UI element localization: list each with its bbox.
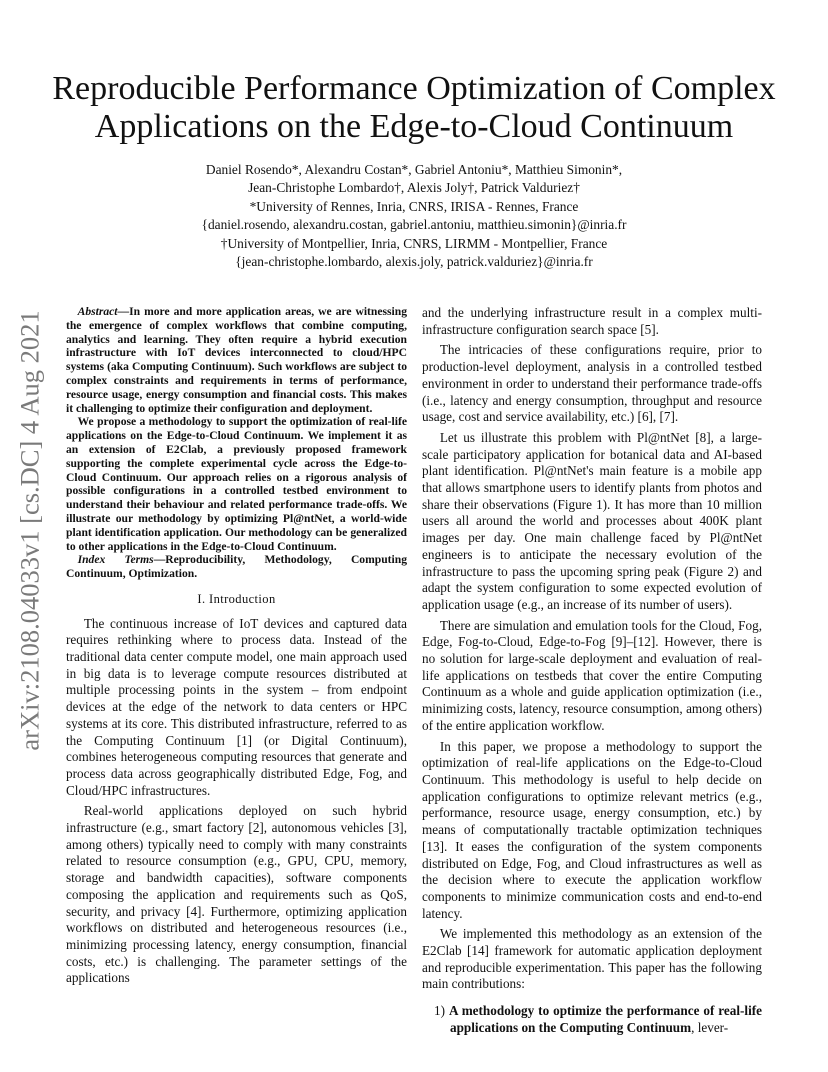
arxiv-side-label xyxy=(8,300,52,760)
index-terms-text: —Reproducibility, Methodology, Computing Continuum, Optimization. xyxy=(66,553,407,581)
contribution-bold: A methodology to optimize the performance of real-life applications on the Computing Continuum xyxy=(448,1003,763,1035)
body-paragraph: There are simulation and emulation tools for the Cloud, Fog, Edge, Fog-to-Cloud, Edge-to-Fog [9]–[12]. However, there is no solution for large-scale deployment and evaluation of real-life applications on testbeds that cover the entire Computing Continuum as a whole and guide application optimization (i.e., minimizing costs, latency, resource consumption, among others) of the entire application workflow. xyxy=(422,617,762,733)
title-line-1: Reproducible Performance Optimization of Complex xyxy=(52,70,776,107)
author-line: Daniel Rosendo*, Alexandru Costan*, Gabriel Antoniu*, Matthieu Simonin*, xyxy=(205,162,623,177)
index-terms xyxy=(66,553,407,581)
body-paragraph: The intricacies of these configurations require, prior to production-level deployment, analysis in a controlled testbed environment in order to understand their performance trade-offs (i.e., latency and energy consumption, throughput and resource usage, cost and service availability, etc.) [6], [7]. xyxy=(422,342,762,425)
contribution-number: 1) xyxy=(434,1003,445,1019)
abstract-paragraph-2: We propose a methodology to support the optimization of real-life applications on the Edge-to-Cloud Continuum. We implement it as an extension of E2Clab, a previously proposed framework supporting the complete experimental cycle across the Edge-to-Cloud Continuum. Our approach relies on a rigorous analysis of possible configurations in a controlled testbed environment to understand their behaviour and related performance trade-offs. We illustrate our methodology by optimizing Pl@ntNet, a world-wide plant identification application. Our methodology can be generalized to other applications in the Edge-to-Cloud Continuum. xyxy=(66,415,407,553)
affiliation-line: †University of Montpellier, Inria, CNRS, LIRMM - Montpellier, France xyxy=(220,235,608,251)
paper-title xyxy=(50,70,778,146)
left-column xyxy=(66,305,407,991)
body-paragraph: Let us illustrate this problem with Pl@ntNet [8], a large-scale participatory application for botanical data and AI-based plant identification. Pl@ntNet's main feature is a mobile app that allows smartphone users to identify plants from photos and share their observations (Figure 1). It has more than 10 million users all around the world and processes about 400K plant images per day. One main challenge faced by Pl@ntNet engineers is to anticipate the necessary evolution of the infrastructure to pass the upcoming spring peak (Figure 2) and adapt the system configuration to some expected evolution of application usage (e.g., an increase of its number of users). xyxy=(422,429,762,612)
email-line: {jean-christophe.lombardo, alexis.joly, patrick.valduriez}@inria.fr xyxy=(235,254,593,270)
email-line: {daniel.rosendo, alexandru.costan, gabriel.antoniu, matthieu.simonin}@inria.fr xyxy=(201,217,627,233)
contribution-item xyxy=(422,1003,762,1036)
section-heading: I. Introduction xyxy=(197,591,276,606)
body-paragraph: In this paper, we propose a methodology to support the optimization of real-life applications on the Edge-to-Cloud Continuum. This methodology is useful to help decide on application configurations to optimize relevant metrics (e.g., performance, resource usage, energy consumption, etc.) by means of computationally tractable optimization techniques [13]. It eases the configuration of the system components distributed on Edge, Fog, and Cloud infrastructures as well as the decision where to execute the application workflow components to minimize communication costs and end-to-end latency. xyxy=(422,738,762,921)
abstract-paragraph xyxy=(66,305,407,415)
body-paragraph: We implemented this methodology as an extension of the E2Clab [14] framework for automatic application deployment and reproducible experimentation. This paper has the following main contributions: xyxy=(422,926,762,992)
body-paragraph: and the underlying infrastructure result in a complex multi-infrastructure configuration search space [5]. xyxy=(422,305,762,337)
index-terms-label: Index Terms xyxy=(77,553,154,567)
body-paragraph: Real-world applications deployed on such hybrid infrastructure (e.g., smart factory [2], autonomous vehicles [3], among others) typically need to comply with many constraints related to resource consumption (e.g., GPU, CPU, memory, storage and bandwidth capacities), software components composing the application and requirements such as QoS, security, and privacy [4]. Furthermore, optimizing application workflows on distributed and heterogeneous resources (i.e., minimizing processing latency, energy consumption, financial costs, etc.) is challenging. The parameter settings of the applications xyxy=(66,803,407,986)
affiliation-line: *University of Rennes, Inria, CNRS, IRISA - Rennes, France xyxy=(249,198,579,214)
right-column xyxy=(422,305,762,1037)
arxiv-identifier: arXiv:2108.04033v1 [cs.DC] 4 Aug 2021 xyxy=(14,309,45,751)
author-line: Jean-Christophe Lombardo†, Alexis Joly†, Patrick Valduriez† xyxy=(248,180,580,196)
author-block xyxy=(70,161,758,271)
title-line-2: Applications on the Edge-to-Cloud Continuum xyxy=(94,108,734,145)
abstract-text: —In more and more application areas, we are witnessing the emergence of complex workflows that combine computing, analytics and learning. They often require a hybrid execution infrastructure with IoT devices interconnected to cloud/HPC systems (aka Computing Continuum). Such workflows are subject to complex constraints and requirements in terms of performance, resource usage, energy consumption and financial costs. This makes it challenging to optimize their configuration and deployment. xyxy=(66,305,407,415)
body-paragraph: The continuous increase of IoT devices and captured data requires rethinking where to process data. Instead of the traditional data center compute model, one main approach used in big data is to leverage compute resources distributed at multiple processing points in the system – from endpoint devices at the edge of the network to data centers or HPC systems at its core. This distributed infrastructure, referred to as the Computing Continuum [1] (or Digital Continuum), combines heterogeneous computing resources that generate and process data across geographically distributed Edge, Fog, and Cloud/HPC infrastructures. xyxy=(66,615,407,798)
abstract-label: Abstract xyxy=(77,305,118,318)
contribution-rest: , lever- xyxy=(691,1019,729,1035)
